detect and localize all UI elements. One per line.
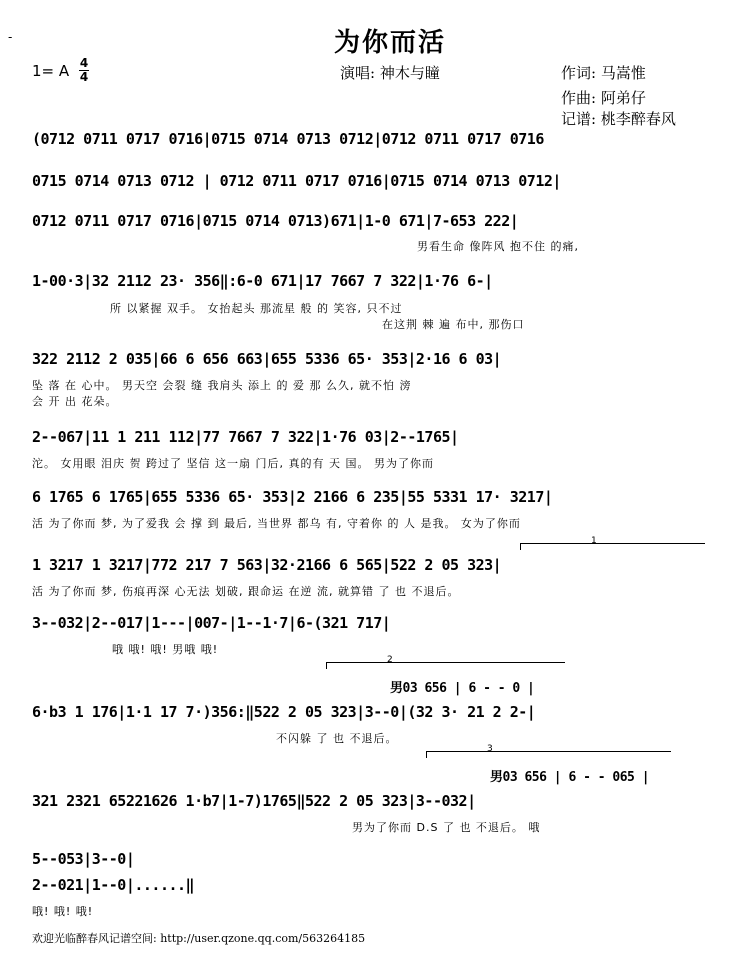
notation-line: 2--021|1--0|......‖ [32, 876, 195, 894]
notation-line: 1-00·3|32 2112 23· 356‖:6-0 671|17 7667 7 322|1·76 6-| [32, 272, 493, 290]
lyric-line: 男看生命 像阵风 抱不住 的痛, [417, 240, 579, 253]
notation-line: 1 3217 1 3217|772 217 7 563|32·2166 6 565|522 2 05 323| [32, 556, 502, 574]
lyric-line: 活 为了你而 梦, 伤痕再深 心无法 划破, 跟命运 在逆 流, 就算错 了 也 不退后。 [32, 585, 460, 598]
margin-mark: - [8, 30, 13, 44]
notation-line: 322 2112 2 035|66 6 656 663|655 5336 65· 353|2·16 6 03| [32, 350, 502, 368]
lyric-line: 在这荆 棘 遍 布中, 那伤口 [382, 318, 525, 331]
lyric-line: 不闪躲 了 也 不退后。 [276, 732, 398, 745]
time-signature: 4 4 [79, 56, 89, 84]
score-system [32, 272, 708, 332]
transcriber: 记谱: 桃李醉春风 [561, 110, 676, 128]
composer: 作曲: 阿弟仔 [561, 89, 646, 107]
song-title: 为你而活 [334, 28, 447, 58]
key-signature: 1= A [32, 62, 70, 80]
lyric-line: 所 以紧握 双手。 女抬起头 那流星 般 的 笑容, 只不过 [110, 302, 403, 315]
cue-notes: 男03 656 | 6 - - 0 | [390, 681, 535, 696]
cue-notes: 男03 656 | 6 - - 065 | [490, 770, 650, 785]
notation-line: (0712 0711 0717 0716|0715 0714 0713 0712|0712 0711 0717 0716 [32, 130, 544, 148]
notation-line: 321 2321 65221626 1·b7|1-7)1765‖522 2 05 323|3--032| [32, 792, 476, 810]
lyric-line: 活 为了你而 梦, 为了爱我 会 撑 到 最后, 当世界 都乌 有, 守着你 的 人 是我。 女为了你而 [32, 517, 521, 530]
notation-line: 3--032|2--017|1---|007-|1--1·7|6-(321 717| [32, 614, 391, 632]
score-system [32, 850, 708, 868]
score-system [32, 876, 708, 919]
lyricist: 作词: 马嵩惟 [561, 64, 646, 82]
score-system [32, 488, 708, 531]
score-system [32, 428, 708, 471]
lyric-line: 哦 哦! 哦! 男哦 哦! [112, 643, 219, 656]
score-system [32, 792, 708, 835]
volta-bracket: 2 [326, 662, 565, 669]
volta-bracket: 1 [520, 543, 705, 550]
score-system [32, 130, 708, 148]
score-system [32, 350, 708, 409]
score-system [32, 172, 708, 190]
notation-line: 5--053|3--0| [32, 850, 135, 868]
score-system [32, 556, 708, 599]
volta-bracket: 3 [426, 751, 671, 758]
score-system [32, 212, 708, 254]
notation-line: 0712 0711 0717 0716|0715 0714 0713)671|1-0 671|7-653 222| [32, 212, 519, 230]
lyric-line: 会 开 出 花朵。 [32, 395, 118, 408]
lyric-line: 男为了你而 D.S 了 也 不退后。 哦 [352, 821, 541, 834]
singer: 演唱: 神木与瞳 [340, 64, 440, 82]
notation-line: 2--067|11 1 211 112|77 7667 7 322|1·76 03|2--1765| [32, 428, 459, 446]
notation-line: 6 1765 6 1765|655 5336 65· 353|2 2166 6 235|55 5331 17· 3217| [32, 488, 553, 506]
score-system [32, 703, 708, 746]
notation-line: 6·b3 1 176|1·1 17 7·)356:‖522 2 05 323|3--0|(32 3· 21 2 2-| [32, 703, 536, 721]
notation-line: 0715 0714 0713 0712 | 0712 0711 0717 0716|0715 0714 0713 0712| [32, 172, 561, 190]
lyric-line: 坠 落 在 心中。 男天空 会裂 缝 我肩头 添上 的 爱 那 么久, 就不怕 滂 [32, 379, 412, 392]
lyric-line: 哦! 哦! 哦! [32, 905, 94, 918]
score-system [32, 614, 708, 657]
footer-credit: 欢迎光临醉春风记谱空间: http://user.qzone.qq.com/563264185 [32, 932, 366, 945]
lyric-line: 沱。 女用眼 泪庆 贺 跨过了 坚信 这一扇 门后, 真的有 天 国。 男为了你而 [32, 457, 434, 470]
